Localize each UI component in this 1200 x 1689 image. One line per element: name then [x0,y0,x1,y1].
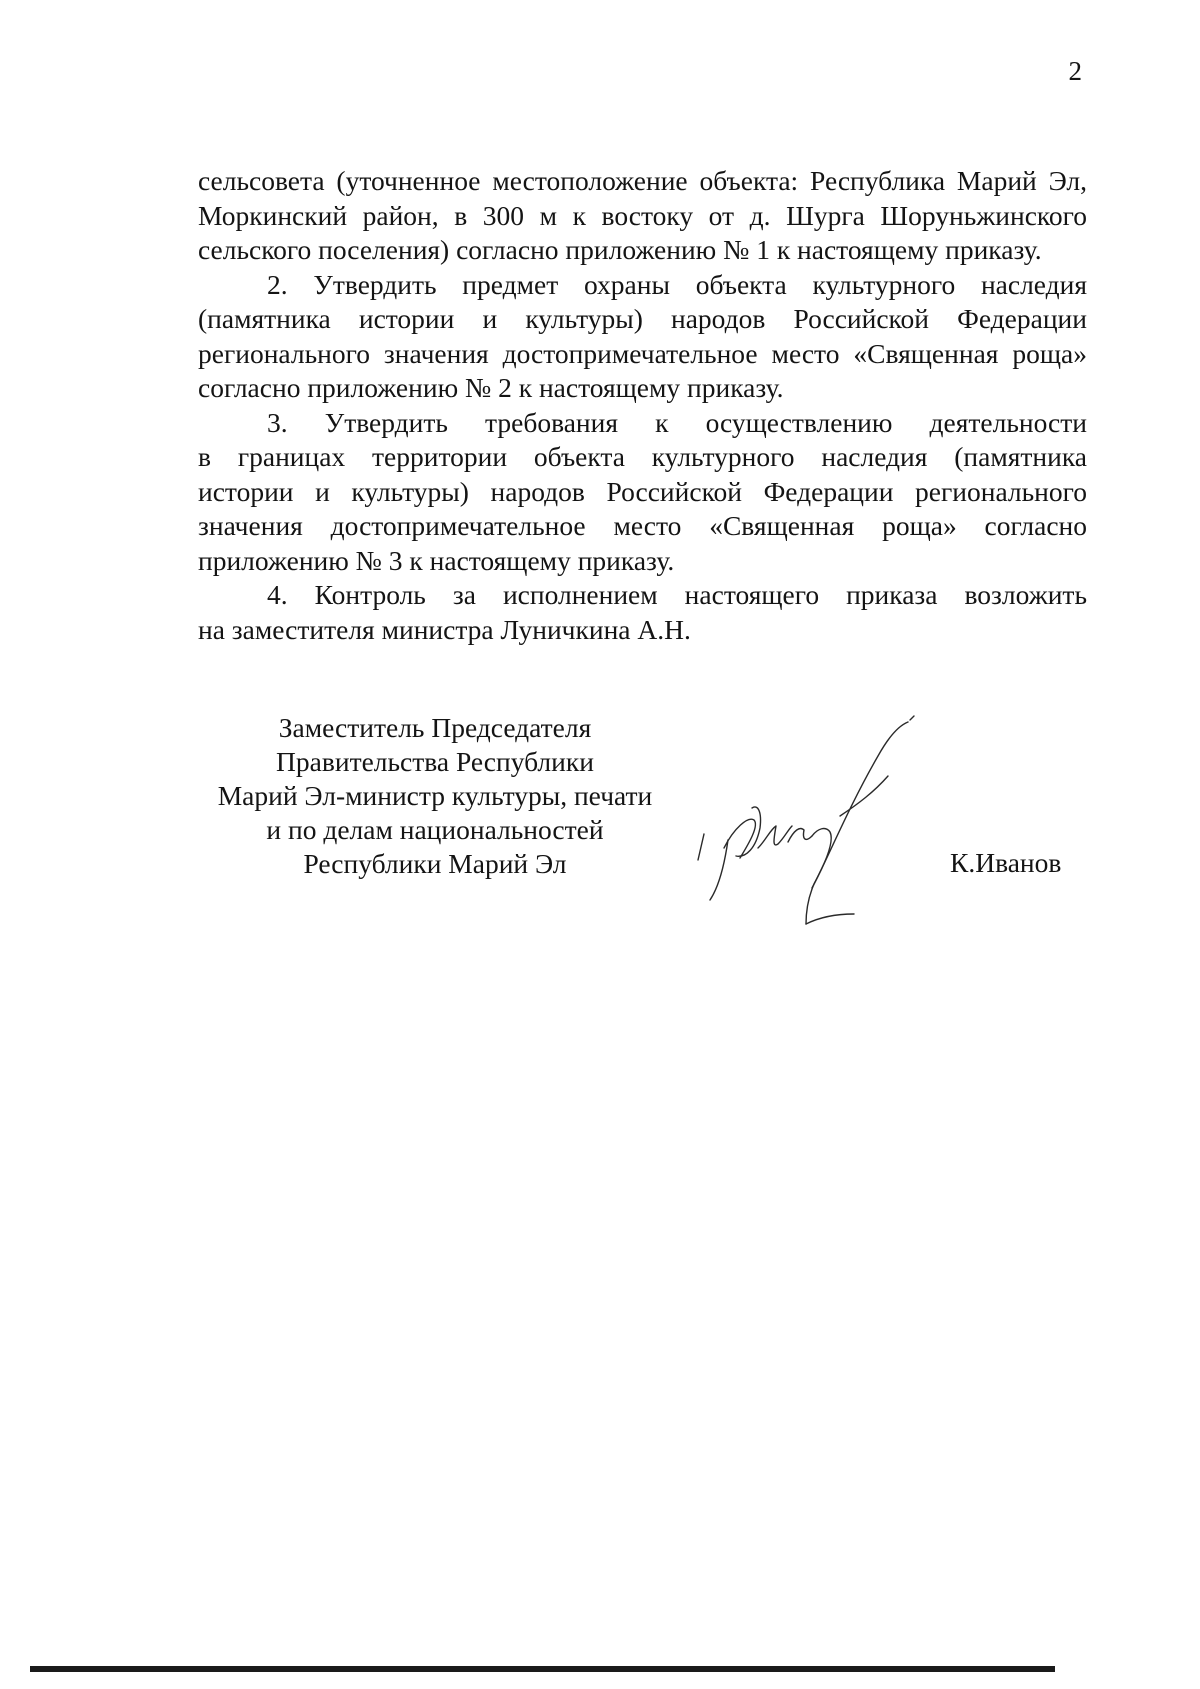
signatory-position-line: Правительства Республики [276,746,594,777]
order-text-line: регионального значения достопримечательное место «Священная роща» [198,337,1087,369]
order-text-line: приложению № 3 к настоящему приказу. [198,544,675,576]
order-text-line: сельского поселения) согласно приложению № 1 к настоящему приказу. [198,234,1042,265]
page-number: 2 [1068,56,1082,86]
order-text-line: 3. Утвердить требования к осуществлению деятельности [267,406,1087,438]
order-text-line: 2. Утвердить предмет охраны объекта культурного наследия [267,268,1087,300]
signatory-position [200,711,670,881]
signatory-position-line: Заместитель Председателя [278,712,592,743]
order-text-line: сельсовета (уточненное местоположение объекта: Республика Марий Эл, [198,165,1087,196]
order-text-line: Моркинский район, в 300 м к востоку от д. Шурга Шоруньжинского [198,199,1087,231]
order-text-line: значения достопримечательное место «Священная роща» согласно [198,510,1087,541]
signatory-position-line: Республики Марий Эл [303,848,567,879]
signatory-position-line: и по делам национальностей [266,814,604,845]
order-text-line: 4. Контроль за исполнением настоящего приказа возложить [267,579,1087,610]
bottom-rule [30,1666,1055,1672]
signatory-position-line: Марий Эл-министр культуры, печати [217,780,653,811]
order-text-line: в границах территории объекта культурного наследия (памятника [198,441,1087,472]
order-text-line: истории и культуры) народов Российской Федерации регионального [198,475,1087,507]
order-text-line: на заместителя министра Луничкина А.Н. [198,613,691,645]
signatory-name: К.Иванов [950,847,1062,878]
order-text-line: (памятника истории и культуры) народов Российской Федерации [198,303,1087,334]
order-text-line: согласно приложению № 2 к настоящему приказу. [198,372,784,403]
handwritten-signature [688,708,988,948]
order-text [198,164,1087,647]
